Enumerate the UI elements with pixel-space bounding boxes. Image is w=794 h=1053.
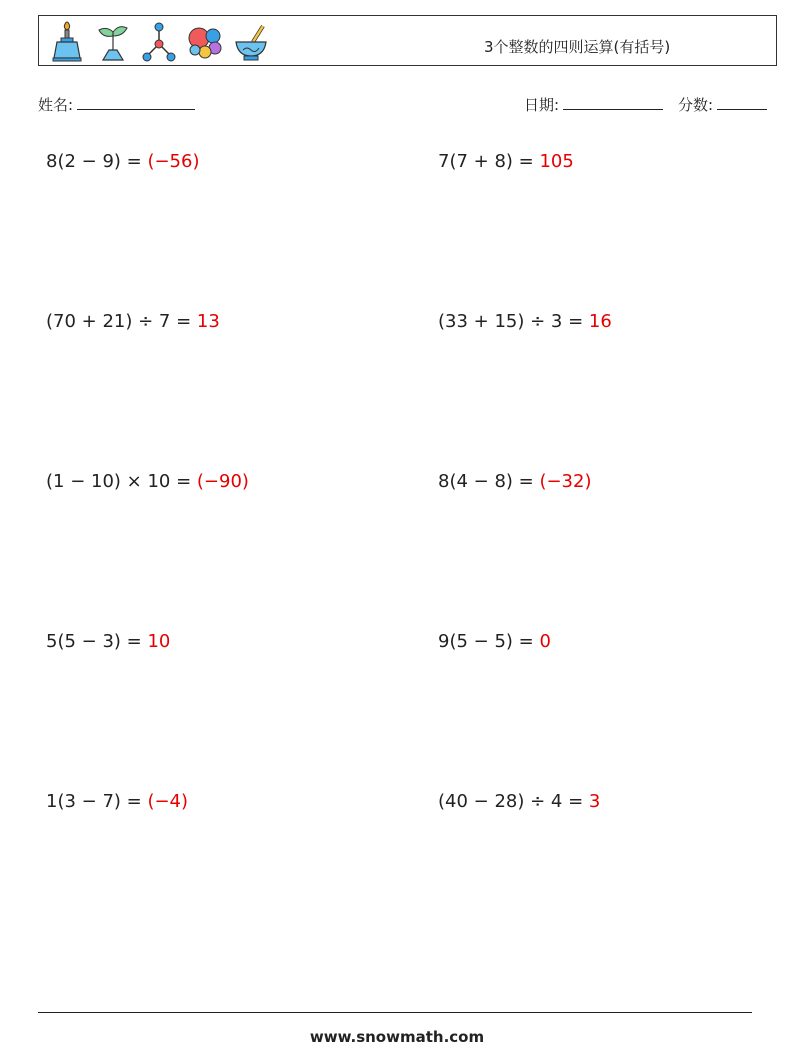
worksheet-title: 3个整数的四则运算(有括号) [484, 38, 671, 56]
problem-answer: 0 [539, 631, 551, 652]
problem-expression: 5(5 − 3) = [46, 631, 148, 652]
score-field [678, 94, 767, 115]
problem-expression: (40 − 28) ÷ 4 = [438, 791, 589, 812]
problem-expression: (70 + 21) ÷ 7 = [46, 311, 197, 332]
problem-answer: 3 [588, 791, 601, 812]
name-label: 姓名: [38, 96, 74, 114]
problem-2 [438, 151, 574, 172]
problem-answer: (−4) [147, 791, 189, 812]
date-label: 日期: [524, 96, 560, 114]
problem-expression: 8(4 − 8) = [438, 471, 540, 492]
problem-answer: (−32) [539, 471, 592, 492]
date-line[interactable] [563, 95, 663, 110]
problem-expression: (1 − 10) × 10 = [46, 471, 197, 492]
problem-answer: 16 [588, 311, 612, 332]
problem-answer: 105 [539, 151, 574, 172]
footer-divider [38, 1012, 752, 1013]
problem-expression: 8(2 − 9) = [46, 151, 148, 172]
plant-flask-icon [93, 20, 133, 64]
problem-5 [46, 471, 249, 492]
problem-1 [46, 151, 199, 172]
problem-7 [46, 631, 170, 652]
score-label: 分数: [678, 96, 714, 114]
bunsen-burner-icon [47, 20, 87, 64]
problem-4 [438, 311, 612, 332]
mortar-pestle-icon [231, 20, 271, 64]
problem-9 [46, 791, 188, 812]
problem-expression: 1(3 − 7) = [46, 791, 148, 812]
problem-8 [438, 631, 551, 652]
footer-site-link[interactable]: www.snowmath.com [309, 1028, 485, 1046]
problem-expression: (33 + 15) ÷ 3 = [438, 311, 589, 332]
date-field [524, 94, 663, 115]
header-icons [47, 20, 271, 64]
problem-3 [46, 311, 220, 332]
problem-answer: 10 [147, 631, 171, 652]
problem-6 [438, 471, 591, 492]
problem-answer: 13 [196, 311, 220, 332]
problem-answer: (−56) [147, 151, 200, 172]
atoms-cluster-icon [185, 20, 225, 64]
score-line[interactable] [717, 95, 767, 110]
name-field [38, 94, 195, 115]
problem-expression: 7(7 + 8) = [438, 151, 540, 172]
header-box [38, 15, 777, 66]
name-line[interactable] [77, 95, 195, 110]
problem-10 [438, 791, 600, 812]
molecule-icon [139, 20, 179, 64]
problem-answer: (−90) [196, 471, 249, 492]
problem-expression: 9(5 − 5) = [438, 631, 540, 652]
